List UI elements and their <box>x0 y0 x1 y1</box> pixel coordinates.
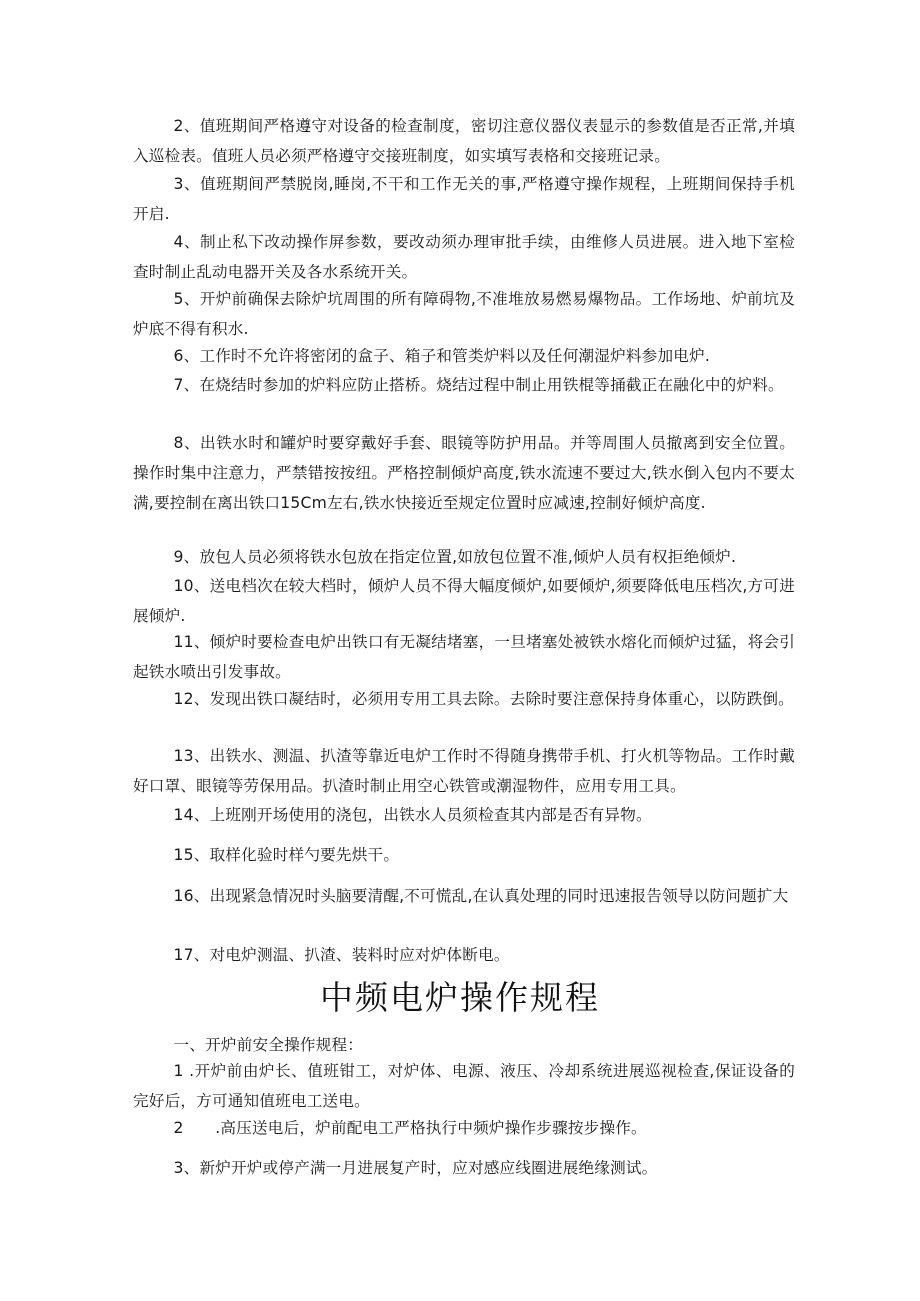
procedure-paragraph-2: 2 .高压送电后，炉前配电工严格执行中频炉操作步骤按步操作。 <box>173 1119 647 1137</box>
section-title: 中频电炉操作规程 <box>320 978 600 1017</box>
rule-paragraph-5: 5、开炉前确保去除炉坑周围的所有障碍物,不准堆放易燃易爆物品。工作场地、炉前坑及炉底不得有积水. <box>133 290 795 338</box>
rule-paragraph-3: 3、值班期间严禁脱岗,睡岗,不干和工作无关的事,严格遵守操作规程，上班期间保持手机开启. <box>133 175 795 223</box>
rule-paragraph-15: 15、取样化验时样勺要先烘干。 <box>173 846 400 864</box>
rule-paragraph-17: 17、对电炉测温、扒渣、装料时应对炉体断电。 <box>173 946 510 964</box>
rule-paragraph-10: 10、送电档次在较大档时，倾炉人员不得大幅度倾炉,如要倾炉,须要降低电压档次,方可进展倾炉. <box>133 577 795 625</box>
rule-paragraph-12: 12、发现出铁口凝结时，必须用专用工具去除。去除时要注意保持身体重心，以防跌倒。 <box>173 690 794 708</box>
rule-paragraph-4: 4、制止私下改动操作屏参数，要改动须办理审批手续，由维修人员进展。进入地下室检查时制止乱动电器开关及各水系统开关。 <box>133 233 795 281</box>
rule-paragraph-8: 8、出铁水时和罐炉时要穿戴好手套、眼镜等防护用品。并等周围人员撤离到安全位置。操作时集中注意力，严禁错按按纽。严格控制倾炉高度,铁水流速不要过大,铁水倒入包内不要太满,要控制在离出铁口15Cm左右,铁水快接近至规定位置时应减速,控制好倾炉高度. <box>133 434 795 512</box>
rule-paragraph-2: 2、值班期间严格遵守对设备的检查制度，密切注意仪器仪表显示的参数值是否正常,并填入巡检表。值班人员必须严格遵守交接班制度，如实填写表格和交接班记录。 <box>133 117 795 165</box>
rule-paragraph-7: 7、在烧结时参加的炉料应防止搭桥。烧结过程中制止用铁棍等捅截正在融化中的炉料。 <box>173 376 784 394</box>
section-heading-pre-start: 一、开炉前安全操作规程： <box>173 1036 364 1054</box>
rule-paragraph-11: 11、倾炉时要检查电炉出铁口有无凝结堵塞，一旦堵塞处被铁水熔化而倾炉过猛，将会引起铁水喷出引发事故。 <box>133 633 795 681</box>
rule-paragraph-9: 9、放包人员必须将铁水包放在指定位置,如放包位置不准,倾炉人员有权拒绝倾炉. <box>173 548 737 566</box>
rule-paragraph-13: 13、出铁水、测温、扒渣等靠近电炉工作时不得随身携带手机、打火机等物品。工作时戴好口罩、眼镜等劳保用品。扒渣时制止用空心铁管或潮湿物件，应用专用工具。 <box>133 747 795 795</box>
rule-paragraph-14: 14、上班刚开场使用的浇包，出铁水人员须检查其内部是否有异物。 <box>173 806 652 824</box>
procedure-paragraph-3: 3、新炉开炉或停产满一月进展复产时，应对感应线圈进展绝缘测试。 <box>173 1159 658 1177</box>
rule-paragraph-6: 6、工作时不允许将密闭的盒子、箱子和管类炉料以及任何潮湿炉料参加电炉. <box>173 347 711 365</box>
procedure-paragraph-1: 1 .开炉前由炉长、值班钳工，对炉体、电源、液压、冷却系统进展巡视检查,保证设备的完好后，方可通知值班电工送电。 <box>133 1062 795 1110</box>
rule-paragraph-16: 16、出现紧急情况时头脑要清醒,不可慌乱,在认真处理的同时迅速报告领导以防问题扩大 <box>173 887 789 905</box>
